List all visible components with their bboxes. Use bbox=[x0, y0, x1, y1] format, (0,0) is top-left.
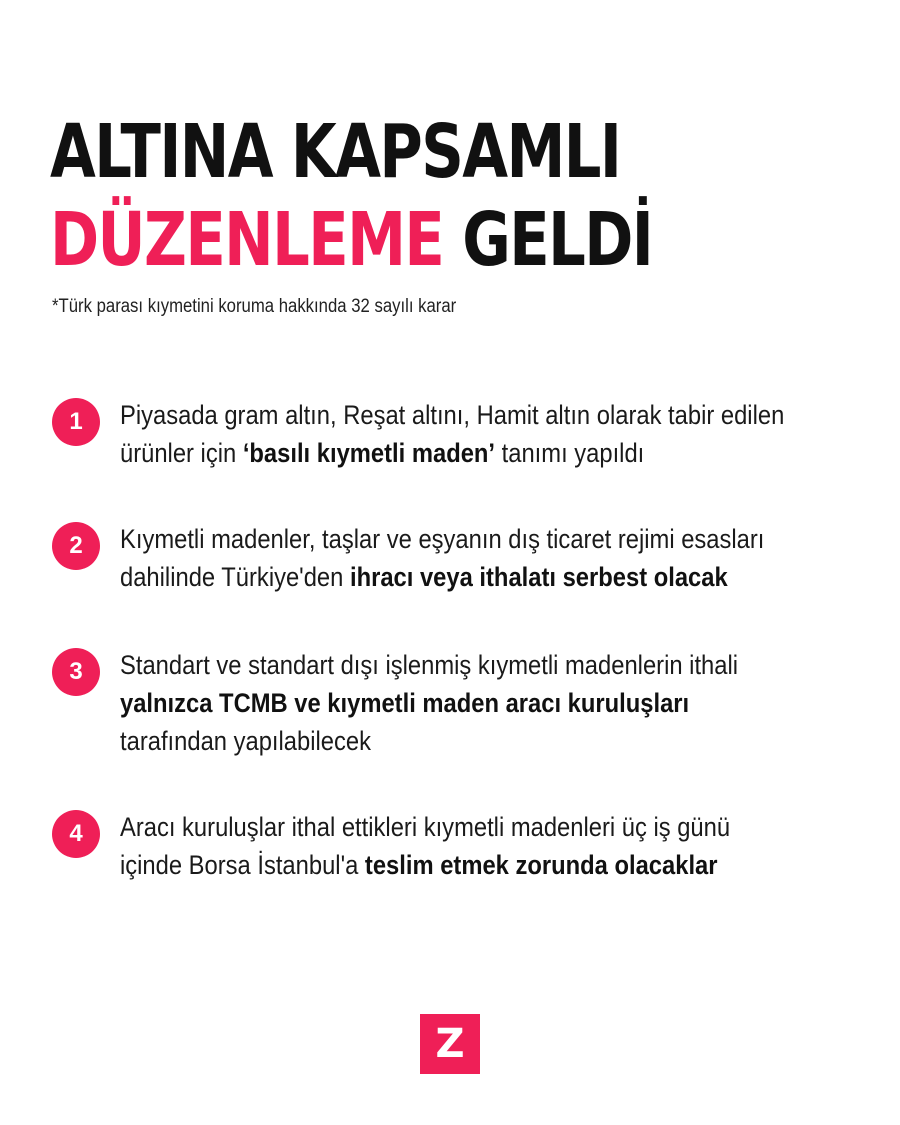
item-text bbox=[120, 646, 789, 760]
item-number-badge: 1 bbox=[52, 398, 100, 446]
item-text-part: Aracı kuruluşlar ithal ettikleri kıymetli madenleri üç iş günü içinde Borsa İstanbul'a bbox=[120, 812, 731, 880]
item-text-part: tarafından yapılabilecek bbox=[120, 726, 371, 756]
item-text-bold: ihracı veya ithalatı serbest olacak bbox=[349, 562, 728, 592]
brand-logo: Z bbox=[420, 1014, 480, 1074]
item-number-badge: 3 bbox=[52, 648, 100, 696]
item-text-bold: ‘basılı kıymetli maden’ bbox=[242, 438, 496, 468]
headline-line1: ALTINA KAPSAMLI bbox=[50, 109, 621, 195]
item-text-part: Kıymetli madenler, taşlar ve eşyanın dış ticaret rejimi esasları dahilinde Türkiye'den bbox=[120, 524, 765, 592]
subtitle: *Türk parası kıymetini koruma hakkında 32 sayılı karar bbox=[52, 296, 457, 317]
item-text bbox=[120, 520, 789, 596]
headline-accent: DÜZENLEME bbox=[50, 197, 444, 283]
item-number-badge: 2 bbox=[52, 522, 100, 570]
headline-line2-rest: GELDİ bbox=[443, 197, 653, 283]
item-text bbox=[120, 396, 789, 472]
item-text-part: Piyasada gram altın, Reşat altını, Hamit altın olarak tabir edilen ürünler için bbox=[120, 400, 785, 468]
item-number-badge: 4 bbox=[52, 810, 100, 858]
item-text-bold: teslim etmek zorunda olacaklar bbox=[364, 850, 718, 880]
item-text-part: tanımı yapıldı bbox=[495, 438, 645, 468]
headline bbox=[50, 108, 652, 284]
item-text bbox=[120, 808, 789, 884]
item-text-bold: yalnızca TCMB ve kıymetli maden aracı kuruluşları bbox=[120, 688, 690, 718]
item-text-part: Standart ve standart dışı işlenmiş kıymetli madenlerin ithali bbox=[120, 650, 739, 680]
